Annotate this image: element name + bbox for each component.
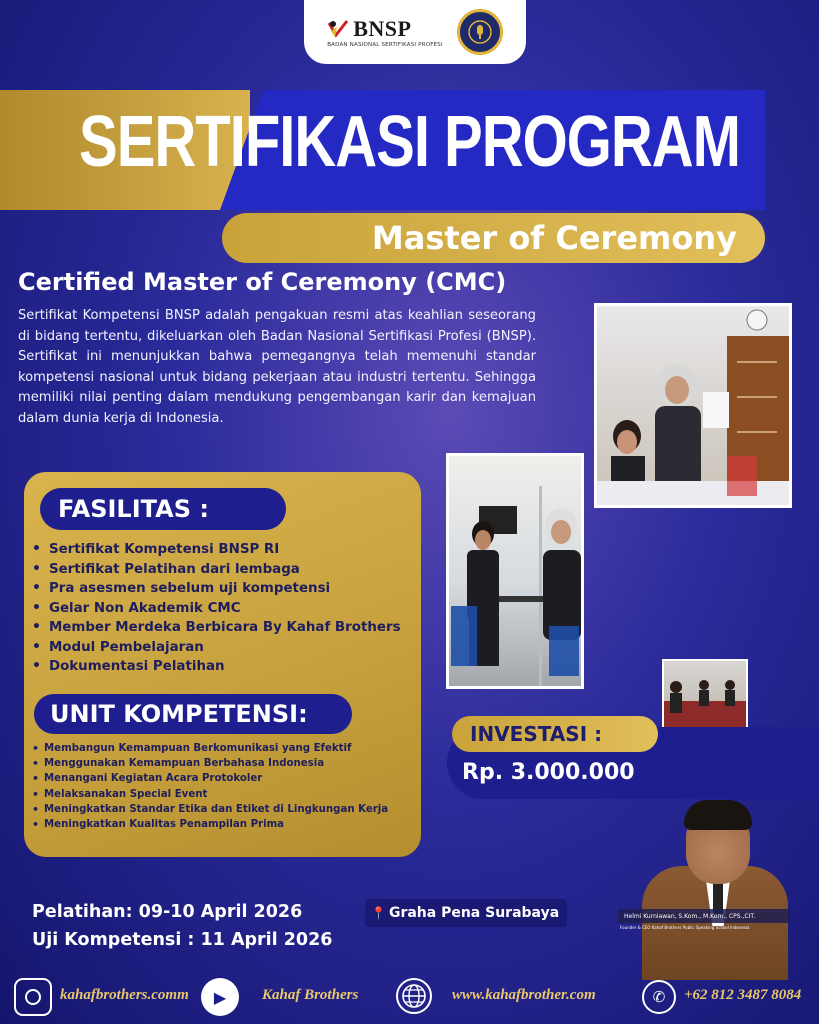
list-item: • Dokumentasi Pelatihan bbox=[32, 657, 401, 677]
investasi-price: Rp. 3.000.000 bbox=[462, 760, 635, 785]
list-item: • Menangani Kegiatan Acara Protokoler bbox=[32, 771, 388, 786]
fasilitas-list bbox=[32, 540, 401, 677]
instagram-handle[interactable]: kahafbrothers.comm bbox=[60, 987, 189, 1003]
subtitle-pill: Master of Ceremony bbox=[222, 213, 765, 263]
photo-group-class bbox=[662, 659, 748, 732]
list-item: • Modul Pembelajaran bbox=[32, 638, 401, 658]
unit-kompetensi-heading: UNIT KOMPETENSI: bbox=[34, 694, 352, 734]
location-pin-icon: 📍 bbox=[371, 906, 386, 920]
cmc-heading: Certified Master of Ceremony (CMC) bbox=[18, 268, 507, 296]
list-item: • Pra asesmen sebelum uji kompetensi bbox=[32, 579, 401, 599]
list-item: • Sertifikat Kompetensi BNSP RI bbox=[32, 540, 401, 560]
list-item: • Menggunakan Kemampuan Berbahasa Indonesia bbox=[32, 756, 388, 771]
pelatihan-date: Pelatihan: 09-10 April 2026 bbox=[32, 902, 303, 922]
schedule-block bbox=[32, 898, 332, 954]
photo-interview-practice bbox=[446, 453, 584, 689]
whatsapp-icon[interactable]: ✆ bbox=[642, 980, 676, 1014]
footer bbox=[0, 976, 819, 1024]
youtube-channel[interactable]: Kahaf Brothers bbox=[262, 987, 359, 1003]
description-text: Sertifikat Kompetensi BNSP adalah pengakuan resmi atas keahlian seseorang di bidang tertentu, dikeluarkan oleh Badan Nasional Sertifikasi Profesi (BNSP). Sertifikat ini menunjukkan bahwa pemegangnya telah memenuhi standar kompetensi nasional untuk bidang pekerjaan atau industri tertentu. Sehingga memiliki nilai penting dalam mendukung pengembangan karir dan kemajuan dalam dunia kerja di Indonesia. bbox=[18, 308, 536, 426]
investasi-label: INVESTASI : bbox=[452, 716, 658, 752]
kahaf-brothers-seal-icon bbox=[457, 9, 503, 55]
header-logo-tab bbox=[304, 0, 526, 64]
fasilitas-heading: FASILITAS : bbox=[40, 488, 286, 530]
list-item: • Member Merdeka Berbicara By Kahaf Brothers bbox=[32, 618, 401, 638]
list-item: • Sertifikat Pelatihan dari lembaga bbox=[32, 560, 401, 580]
bnsp-fullname: BADAN NASIONAL SERTIFIKASI PROFESI bbox=[327, 42, 443, 48]
speaker-hair bbox=[684, 800, 752, 830]
youtube-icon[interactable]: ▶ bbox=[201, 978, 239, 1016]
speaker-title: Founder & CEO Kahaf Brothers Public Speaking School Indonesia bbox=[620, 925, 750, 930]
list-item: • Melaksanakan Special Event bbox=[32, 787, 388, 802]
whatsapp-number[interactable]: +62 812 3487 8084 bbox=[684, 987, 802, 1003]
list-item: • Membangun Kemampuan Berkomunikasi yang Efektif bbox=[32, 741, 388, 756]
unit-kompetensi-list bbox=[32, 741, 388, 832]
website-link[interactable]: www.kahafbrother.com bbox=[452, 987, 596, 1003]
list-item: • Meningkatkan Standar Etika dan Etiket di Lingkungan Kerja bbox=[32, 802, 388, 817]
location-text: Graha Pena Surabaya bbox=[388, 905, 560, 921]
bnsp-logo bbox=[327, 16, 443, 48]
list-item: • Gelar Non Akademik CMC bbox=[32, 599, 401, 619]
photo-mc-speaking bbox=[594, 303, 792, 508]
list-item: • Meningkatkan Kualitas Penampilan Prima bbox=[32, 817, 388, 832]
uji-kompetensi-date: Uji Kompetensi : 11 April 2026 bbox=[32, 930, 333, 950]
instagram-icon[interactable] bbox=[14, 978, 52, 1016]
globe-icon[interactable] bbox=[396, 978, 432, 1014]
bnsp-mark-icon bbox=[327, 19, 349, 39]
page-title: SERTIFIKASI PROGRAM bbox=[79, 100, 740, 183]
location-badge bbox=[365, 899, 567, 927]
speaker-name: Helmi Kurniawan, S.Kom., M.Kom., CPS.,CIT. bbox=[618, 909, 790, 923]
bnsp-name: BNSP bbox=[353, 16, 412, 41]
